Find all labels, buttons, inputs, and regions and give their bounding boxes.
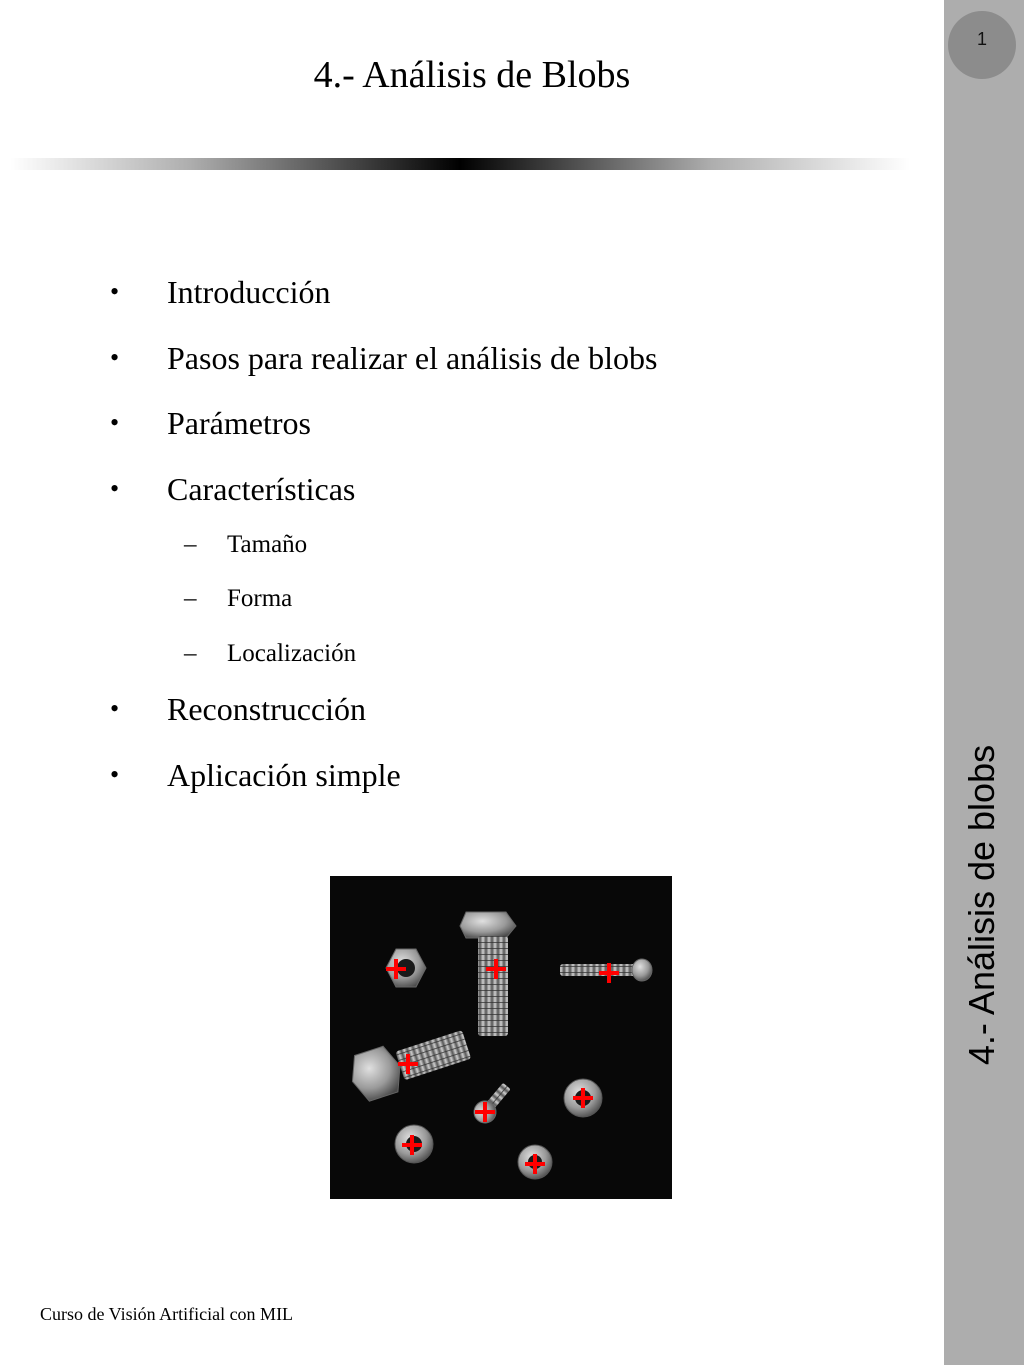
outline-item-label: Parámetros — [167, 405, 311, 442]
page-number-badge: 1 — [948, 11, 1016, 79]
bullet-icon: • — [110, 473, 120, 503]
bullet-icon: • — [110, 277, 120, 306]
outline-item-label: Reconstrucción — [167, 690, 367, 727]
bullet-icon: • — [110, 408, 120, 438]
slide-title: 4.- Análisis de Blobs — [313, 54, 631, 96]
outline-item — [110, 751, 910, 817]
sidebar-band — [944, 0, 1024, 1365]
outline-item — [110, 465, 910, 525]
dash-icon: – — [184, 639, 197, 667]
dash-icon: – — [184, 585, 197, 613]
outline-item — [110, 268, 910, 334]
outline-item — [110, 334, 910, 400]
outline-subitem — [110, 579, 910, 634]
outline-item-label: Pasos para realizar el análisis de blobs — [167, 339, 658, 376]
blob-analysis-image — [330, 876, 672, 1199]
outline-subitem-label: Tamaño — [227, 530, 308, 558]
outline-subitem-label: Localización — [227, 639, 357, 667]
outline-item — [110, 685, 910, 751]
outline-subitem — [110, 634, 910, 685]
outline-list — [110, 268, 910, 816]
outline-subitem-label: Forma — [227, 585, 293, 613]
title-divider — [10, 158, 910, 170]
blob-analysis-illustration — [330, 876, 672, 1199]
bullet-icon: • — [110, 342, 120, 372]
outline-item-label: Introducción — [167, 274, 331, 310]
footer-course-name: Curso de Visión Artificial con MIL — [40, 1304, 294, 1324]
bullet-icon: • — [110, 693, 120, 723]
sidebar-title: 4.- Análisis de blobs — [961, 744, 1002, 1066]
dash-icon: – — [184, 530, 197, 558]
outline-item-label: Aplicación simple — [167, 756, 401, 793]
bullet-icon: • — [110, 759, 120, 789]
outline-subitem — [110, 525, 910, 580]
outline-item-label: Características — [167, 470, 356, 507]
outline-item — [110, 399, 910, 465]
